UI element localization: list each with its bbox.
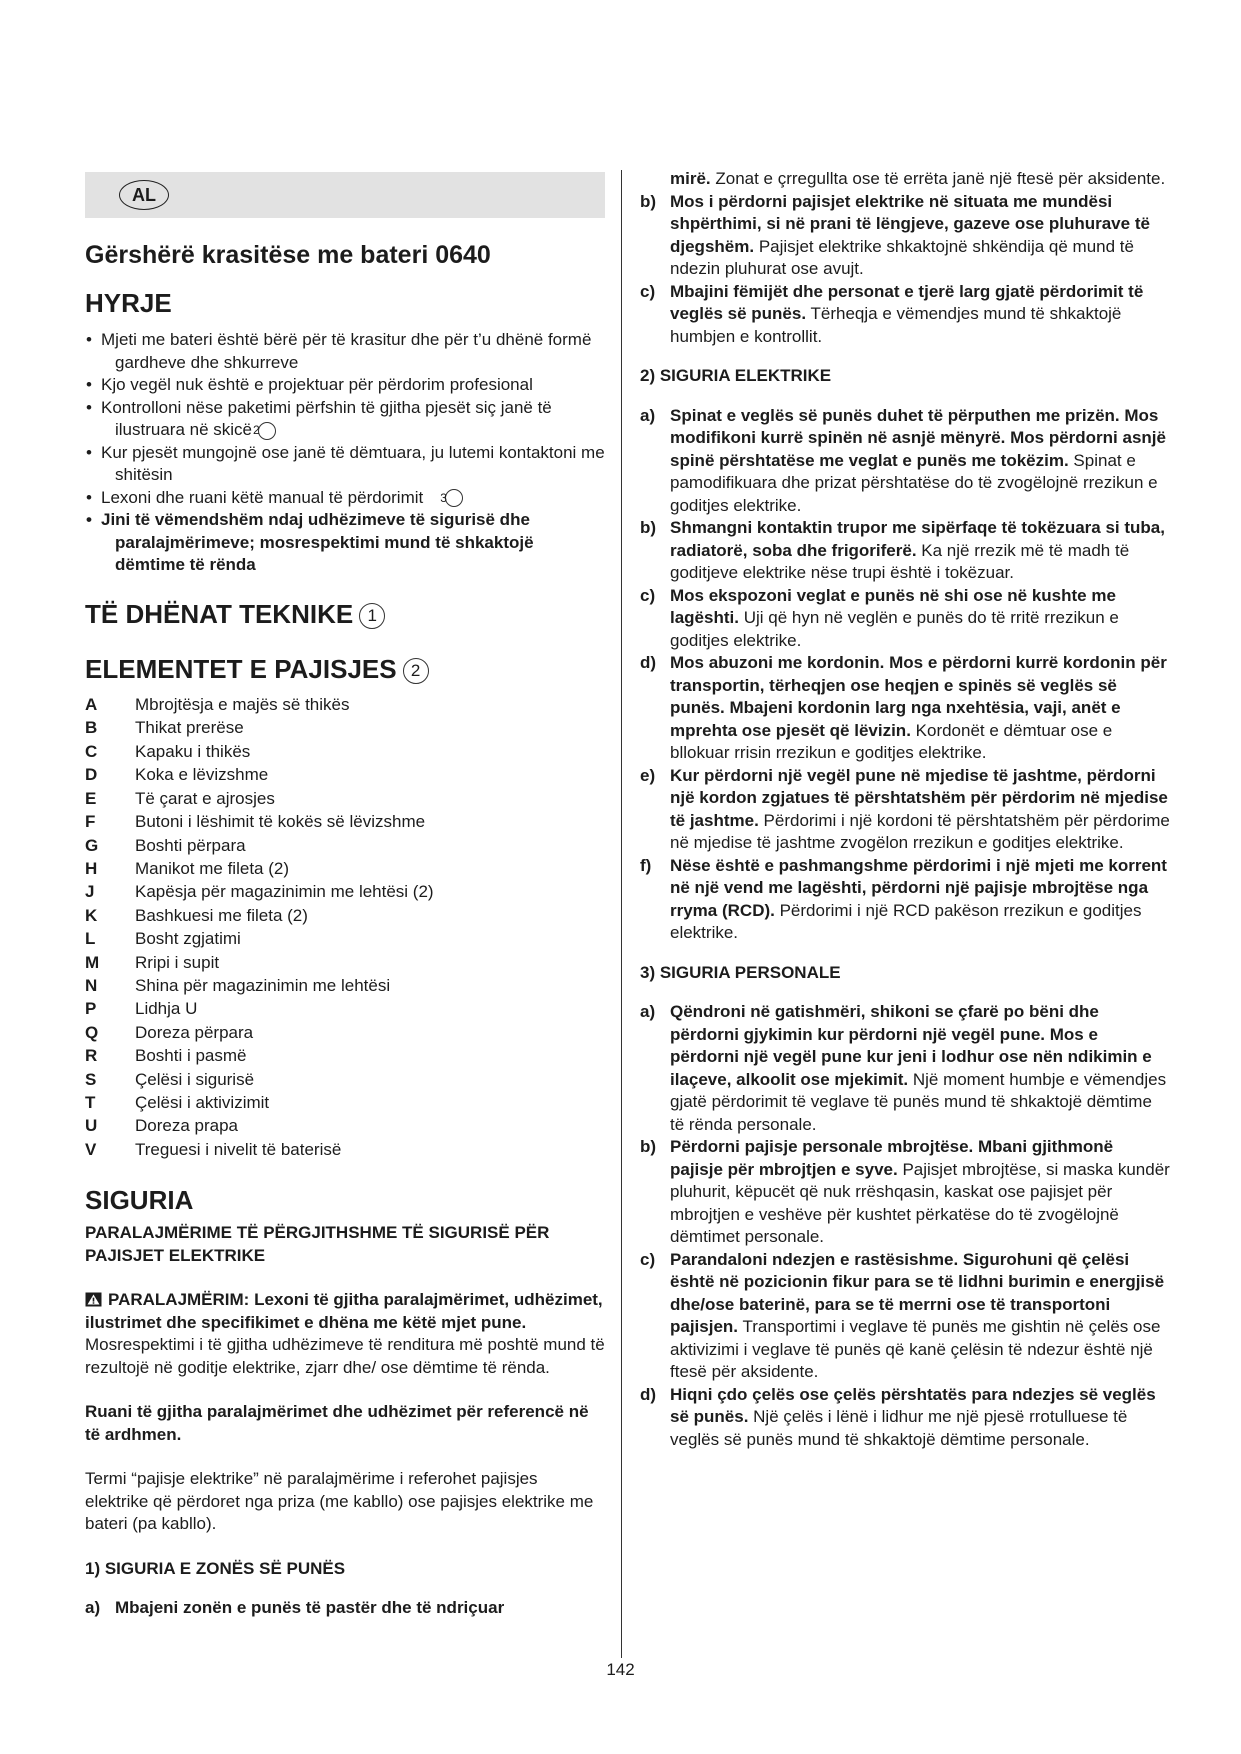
intro-heading: HYRJE bbox=[85, 288, 172, 318]
personal-item-a: a) Qëndroni në gatishmëri, shikoni se çfarë po bëni dhe përdorni gjykimin kur përdorni një vegël pune. Mos e përdorni një vegël pune kur jeni i lodhur ose nën ndikimin e ilaçeve, alkoolit ose mjekimit. Një moment humbje e vëmendjes gjatë përdorimit të veglave të punës mund të shkaktojë dëmtime të rënda personale. bbox=[640, 1002, 1167, 1134]
personal-item-d: d) Hiqni çdo çelës ose çelës përshtatës para ndezjes së veglës së punës. Një çelës i lënë i lidhur me një pjesë rrotulluese të veglës së punës mund të shkaktojë dëmtime personale. bbox=[640, 1384, 1156, 1449]
language-badge: AL bbox=[119, 180, 169, 210]
intro-bullet-list bbox=[85, 329, 605, 577]
element-row: E Të çarat e ajrosjes bbox=[85, 788, 275, 808]
personal-safety-heading: 3) SIGURIA PERSONALE bbox=[640, 962, 841, 982]
figure-ref-badge: 1 bbox=[359, 603, 385, 629]
element-row: R Boshti i pasmë bbox=[85, 1046, 247, 1066]
element-row: L Bosht zgjatimi bbox=[85, 929, 241, 949]
element-row: M Rripi i supit bbox=[85, 952, 220, 972]
language-bar bbox=[85, 172, 605, 218]
technical-heading: TË DHËNAT TEKNIKE 1 bbox=[85, 599, 605, 630]
left-column bbox=[85, 170, 605, 1620]
warning-triangle-icon bbox=[85, 1292, 102, 1307]
electrical-item-a: a) Spinat e veglës së punës duhet të përputhen me prizën. Mos modifikoni kurrë spinën në asnjë mënyrë. Mos përdorni asnjë spinë përshtatëse me veglat e punës me tokëzim. Spinat e pamodifikuara dhe prizat përshtatëse do të zvogëlojnë rrezikun e goditjes elektrike. bbox=[640, 405, 1166, 515]
element-row: D Koka e lëvizshme bbox=[85, 765, 269, 785]
intro-bullet: • Kur pjesët mungojnë ose janë të dëmtuara, ju lutemi kontaktoni me shitësin bbox=[85, 442, 605, 487]
document-title: Gërshërë krasitëse me bateri 0640 bbox=[85, 241, 491, 269]
element-row: N Shina për magazinimin me lehtësi bbox=[85, 975, 391, 995]
figure-ref-badge: 3 bbox=[445, 489, 463, 507]
right-column bbox=[640, 168, 1170, 1451]
intro-bullet: • Mjeti me bateri është bërë për të krasitur dhe për t’u dhënë formë gardheve dhe shkurreve bbox=[85, 329, 605, 374]
page-number: 142 bbox=[606, 1660, 635, 1679]
column-divider bbox=[621, 170, 622, 1658]
keep-instructions-note: Ruani të gjitha paralajmërimet dhe udhëzimet për referencë në të ardhmen. bbox=[85, 1402, 589, 1444]
element-row: J Kapësja për magazinimin me lehtësi (2) bbox=[85, 882, 434, 902]
safety-subheading: PARALAJMËRIME TË PËRGJITHSHME TË SIGURISË PËR PAJISJET ELEKTRIKE bbox=[85, 1223, 550, 1265]
electrical-item-e: e) Kur përdorni një vegël pune në mjedise të jashtme, përdorni një kordon zgjatues të përshtatshëm për përdorim në mjedise të jashtme. Përdorimi i një kordoni të përshtatshëm për përdorime në mjedise të jashtme zvogëlon rrezikun e goditjes elektrike. bbox=[640, 765, 1170, 852]
element-row: F Butoni i lëshimit të kokës së lëvizshme bbox=[85, 812, 426, 832]
electrical-item-f: f) Nëse është e pashmangshme përdorimi i një mjeti me korrent në një vend me lagështi, përdorni një pajisje mbrojtëse nga rryma (RCD). Përdorimi i një RCD pakëson rrezikun e goditjes elektrike. bbox=[640, 855, 1167, 942]
personal-item-b: b) Përdorni pajisje personale mbrojtëse. Mbani gjithmonë pajisje për mbrojtjen e syve. Pajisjet mbrojtëse, si maska kundër pluhurit, këpucët që nuk rrëshqasin, kaskat ose pajisjet për mbrojtjen e veshëve për kushtet përkatëse do të zvogëlojnë dëmtimet personale. bbox=[640, 1137, 1170, 1246]
element-row: K Bashkuesi me fileta (2) bbox=[85, 905, 308, 925]
element-row: A Mbrojtësja e majës së thikës bbox=[85, 695, 350, 715]
intro-bullet: • Kjo vegël nuk është e projektuar për përdorim profesional bbox=[85, 374, 605, 397]
element-row: P Lidhja U bbox=[85, 999, 198, 1019]
general-warning: PARALAJMËRIM: Lexoni të gjitha paralajmërimet, udhëzimet, ilustrimet dhe specifikimet e dhëna me këtë mjet pune. Mosrespektimi i të gjitha udhëzimeve të renditura më poshtë mund të rezultojë në goditje elektrike, zjarr dhe/ ose dëmtime të rënda. bbox=[85, 1290, 605, 1377]
electrical-item-b: b) Shmangni kontaktin trupor me sipërfaqe të tokëzuara si tuba, radiatorë, soba dhe frigoriferë. Ka një rrezik më të madh të goditjeve elektrike nëse trupi është i tokëzuar. bbox=[640, 518, 1165, 582]
work-area-item-a-start: a) Mbajeni zonën e punës të pastër dhe të ndriçuar bbox=[85, 1598, 505, 1618]
work-area-item-c: c) Mbajini fëmijët dhe personat e tjerë larg gjatë përdorimit të veglës së punës. Tërheqja e vëmendjes mund të shkaktojë humbjen e kontrollit. bbox=[640, 281, 1144, 346]
elements-heading: ELEMENTET E PAJISJES 2 bbox=[85, 654, 605, 685]
electrical-item-c: c) Mos ekspozoni veglat e punës në shi ose në kushte me lagështi. Uji që hyn në veglën e punës do të rritë rrezikun e goditjes elektrike. bbox=[640, 585, 1119, 650]
safety-heading: SIGURIA bbox=[85, 1185, 194, 1216]
work-area-safety-heading: 1) SIGURIA E ZONËS SË PUNËS bbox=[85, 1558, 346, 1578]
element-row: C Kapaku i thikës bbox=[85, 741, 251, 761]
figure-ref-badge: 2 bbox=[403, 658, 429, 684]
work-area-item-a-end: mirë. Zonat e çrregullta ose të errëta janë një ftesë për aksidente. bbox=[670, 169, 1166, 188]
elements-list bbox=[85, 693, 605, 1161]
element-row: S Çelësi i sigurisë bbox=[85, 1069, 255, 1089]
work-area-item-b: b) Mos i përdorni pajisjet elektrike në situata me mundësi shpërthimi, si në prani të lëngjeve, gazeve ose pluhurave të djegshëm. Pajisjet elektrike shkaktojnë shkëndija që mund të ndezin pluhurat ose avujt. bbox=[640, 191, 1150, 278]
personal-item-c: c) Parandaloni ndezjen e rastësishme. Sigurohuni që çelësi është në pozicionin fikur para se të lidhni burimin e energjisë dhe/ose baterinë, para se të merrni ose të transportoni pajisjen. Transportimi i veglave të punës me gishtin në çelës ose aktivizimi i veglave të punës që kanë çelësin të ndezur është një ftesë për aksidente. bbox=[640, 1249, 1165, 1381]
element-row: U Doreza prapa bbox=[85, 1116, 239, 1136]
electrical-safety-heading: 2) SIGURIA ELEKTRIKE bbox=[640, 366, 832, 385]
element-row: H Manikot me fileta (2) bbox=[85, 858, 289, 878]
intro-bullet: • Lexoni dhe ruani këtë manual të përdorimit 3 bbox=[85, 487, 605, 510]
intro-bullet-warning: • Jini të vëmendshëm ndaj udhëzimeve të sigurisë dhe paralajmërimeve; mosrespektimi mund të shkaktojë dëmtime të rënda bbox=[85, 509, 605, 577]
power-tool-term-note: Termi “pajisje elektrike” në paralajmërime i referohet pajisjes elektrike që përdoret nga priza (me kabllo) ose pajisjes elektrike me bateri (pa kabllo). bbox=[85, 1469, 594, 1534]
electrical-item-d: d) Mos abuzoni me kordonin. Mos e përdorni kurrë kordonin për transportin, tërheqjen ose heqjen e spinës së veglës së punës. Mbajeni kordonin larg nga nxehtësia, vaji, anët e mprehta ose pjesët që lëvizin. Kordonët e dëmtuar ose e bllokuar rrisin rrezikun e goditjes elektrike. bbox=[640, 653, 1167, 762]
element-row: G Boshti përpara bbox=[85, 835, 246, 855]
element-row: Q Doreza përpara bbox=[85, 1022, 254, 1042]
figure-ref-badge: 2 bbox=[258, 422, 276, 440]
element-row: B Thikat prerëse bbox=[85, 718, 244, 738]
intro-bullet: • Kontrolloni nëse paketimi përfshin të gjitha pjesët siç janë të ilustruara në skicë2 bbox=[85, 397, 605, 442]
element-row: T Çelësi i aktivizimit bbox=[85, 1092, 270, 1112]
element-row: V Treguesi i nivelit të baterisë bbox=[85, 1139, 342, 1159]
